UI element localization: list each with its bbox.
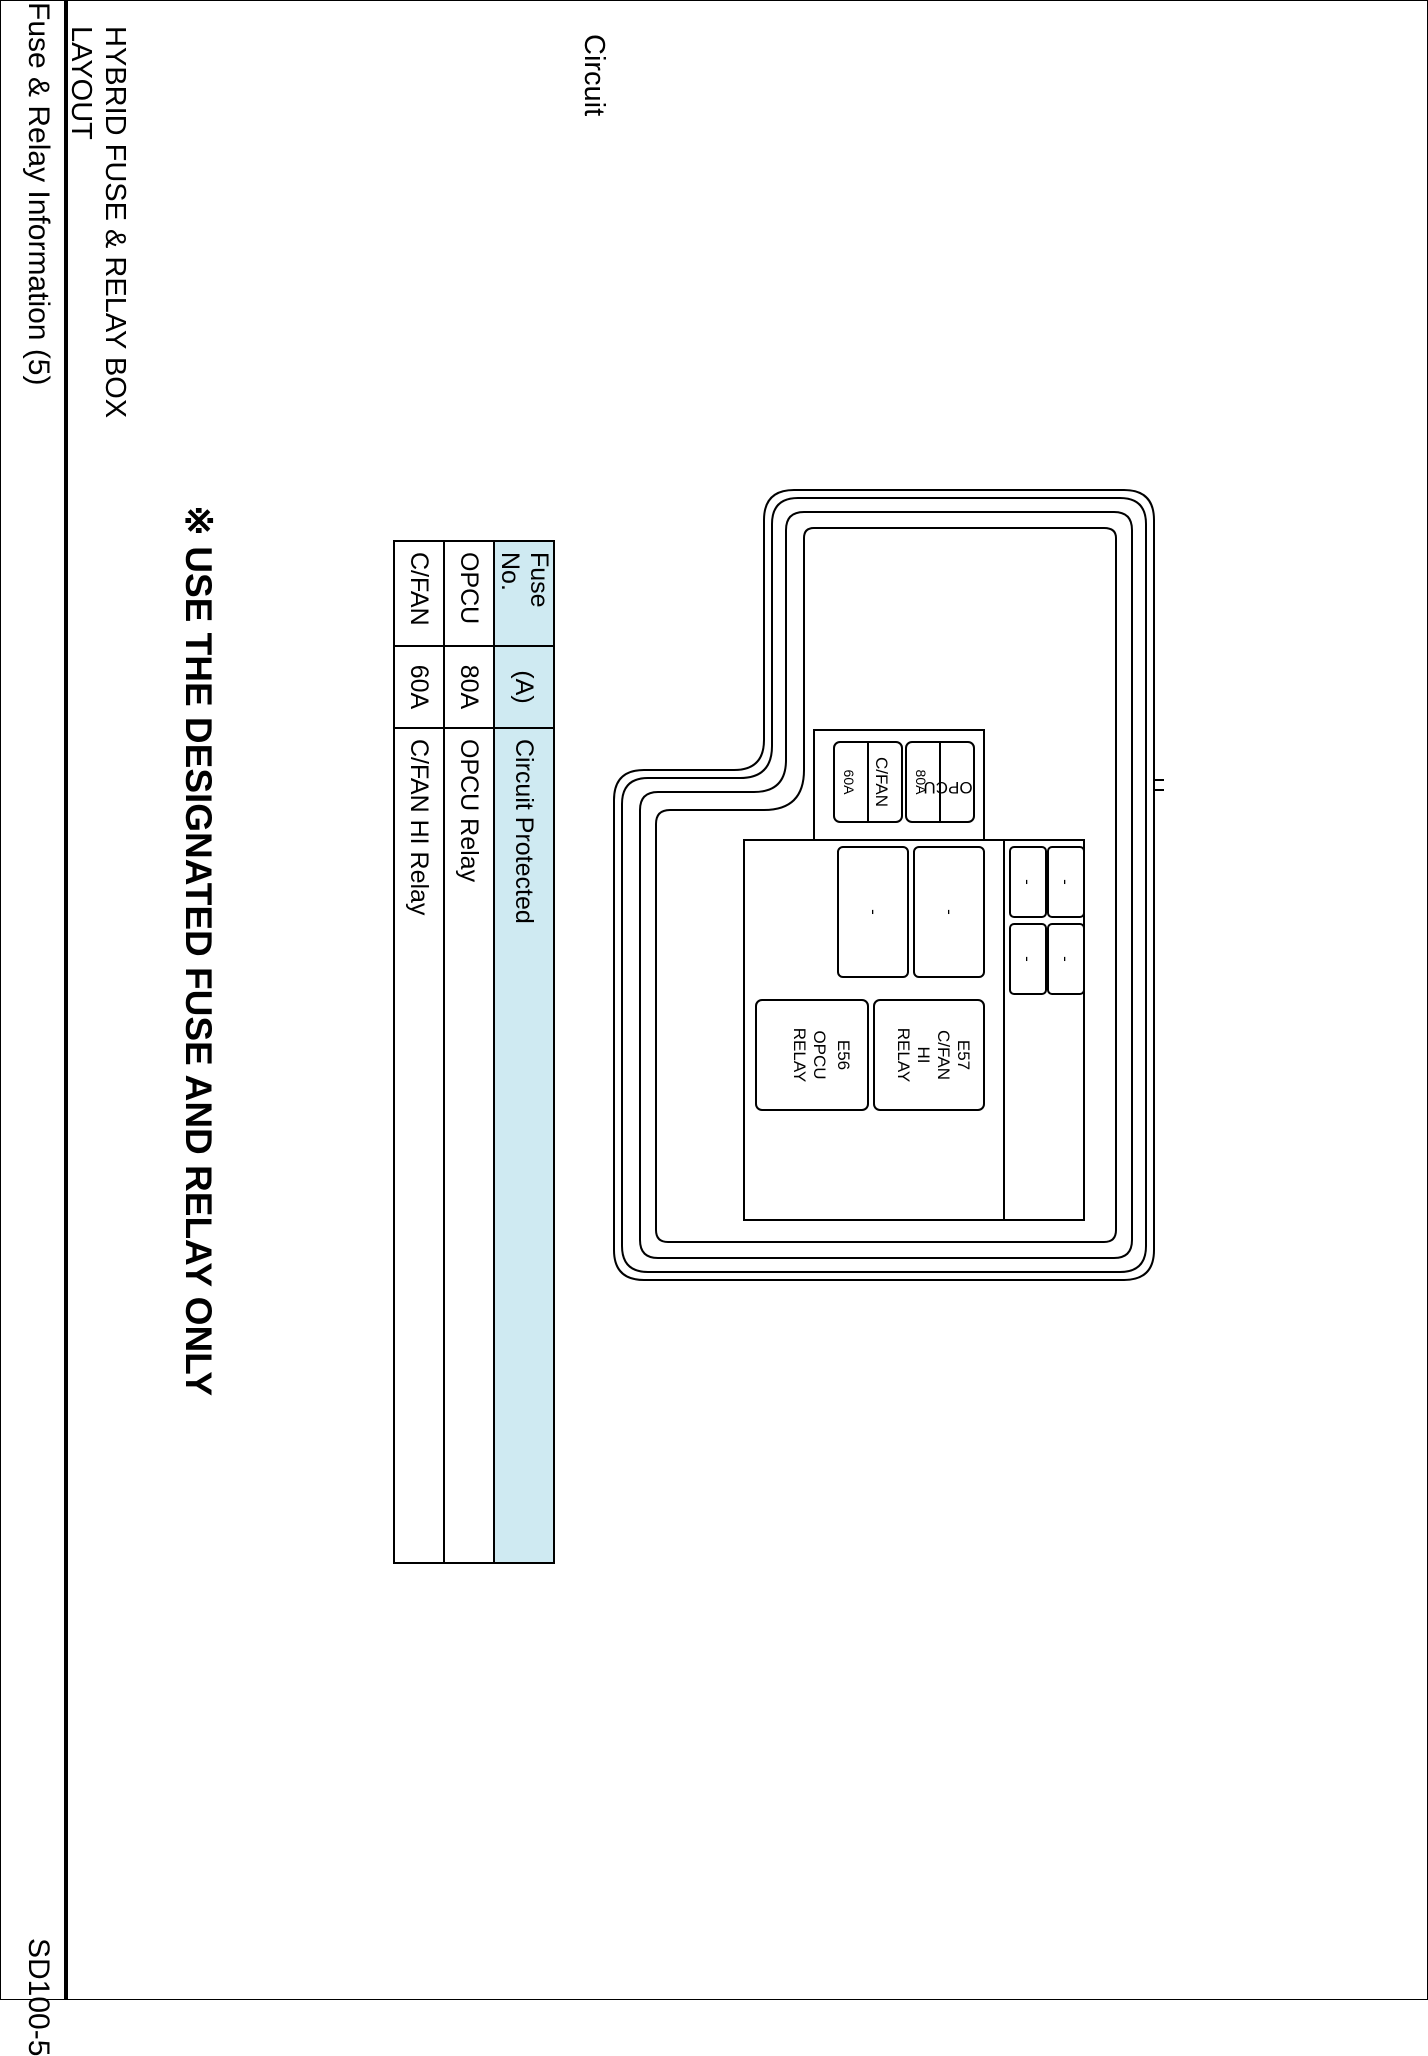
- fuse-opcu-rating: 80A: [913, 769, 929, 795]
- cell-fuse: C/FAN: [394, 541, 444, 646]
- section-title-line2: LAYOUT: [65, 26, 97, 140]
- small-slot-b-label: -: [1018, 879, 1037, 885]
- header-fuse-no: Fuse No.: [494, 541, 554, 646]
- fuse-cfan-rating: 60A: [841, 769, 857, 795]
- cell-circuit: OPCU Relay: [444, 728, 494, 1563]
- header-circuit: Circuit Protected: [494, 728, 554, 1563]
- table-row: [394, 541, 444, 1563]
- fuse-opcu-name: OPCU: [923, 778, 973, 797]
- housing-outer: [614, 490, 1154, 1280]
- housing-inner2: [640, 512, 1132, 1258]
- relay-e56-line1: OPCU: [810, 1030, 829, 1080]
- relay-e57-line2: HI: [914, 1046, 933, 1064]
- small-slot-d-label: -: [1018, 956, 1037, 962]
- small-slot-a-label: -: [1056, 879, 1075, 885]
- fuse-table: [393, 540, 555, 1564]
- housing-inner1: [622, 498, 1146, 1272]
- relay-e57-line3: RELAY: [894, 1027, 913, 1083]
- fuse-cfan-name: C/FAN: [872, 756, 891, 808]
- cell-fuse: OPCU: [444, 541, 494, 646]
- tab-left: [1154, 780, 1164, 790]
- section-title-line1: HYBRID FUSE & RELAY BOX: [99, 26, 131, 419]
- table-header-row: [494, 541, 554, 1563]
- relay-e56-code: E56: [834, 1039, 853, 1071]
- mid-slot-b-label: -: [864, 909, 883, 915]
- fuse-box-diagram: [604, 480, 1164, 1312]
- page-header-title: Fuse & Relay Information (5): [22, 2, 55, 386]
- relay-e56-line2: RELAY: [790, 1027, 809, 1083]
- header-amps: (A): [494, 646, 554, 728]
- circuit-label: Circuit: [578, 34, 610, 117]
- warning-note: ※ USE THE DESIGNATED FUSE AND RELAY ONLY: [178, 505, 219, 1397]
- cell-amps: 60A: [394, 646, 444, 728]
- cell-amps: 80A: [444, 646, 494, 728]
- cell-circuit: C/FAN HI Relay: [394, 728, 444, 1563]
- relay-e57-line1: C/FAN: [934, 1029, 953, 1081]
- page-code: SD100-5: [22, 1938, 55, 2056]
- table-row: [444, 541, 494, 1563]
- mid-slot-a-label: -: [940, 909, 959, 915]
- relay-e57-code: E57: [954, 1039, 973, 1071]
- section-title: [64, 26, 132, 418]
- small-slot-c-label: -: [1056, 956, 1075, 962]
